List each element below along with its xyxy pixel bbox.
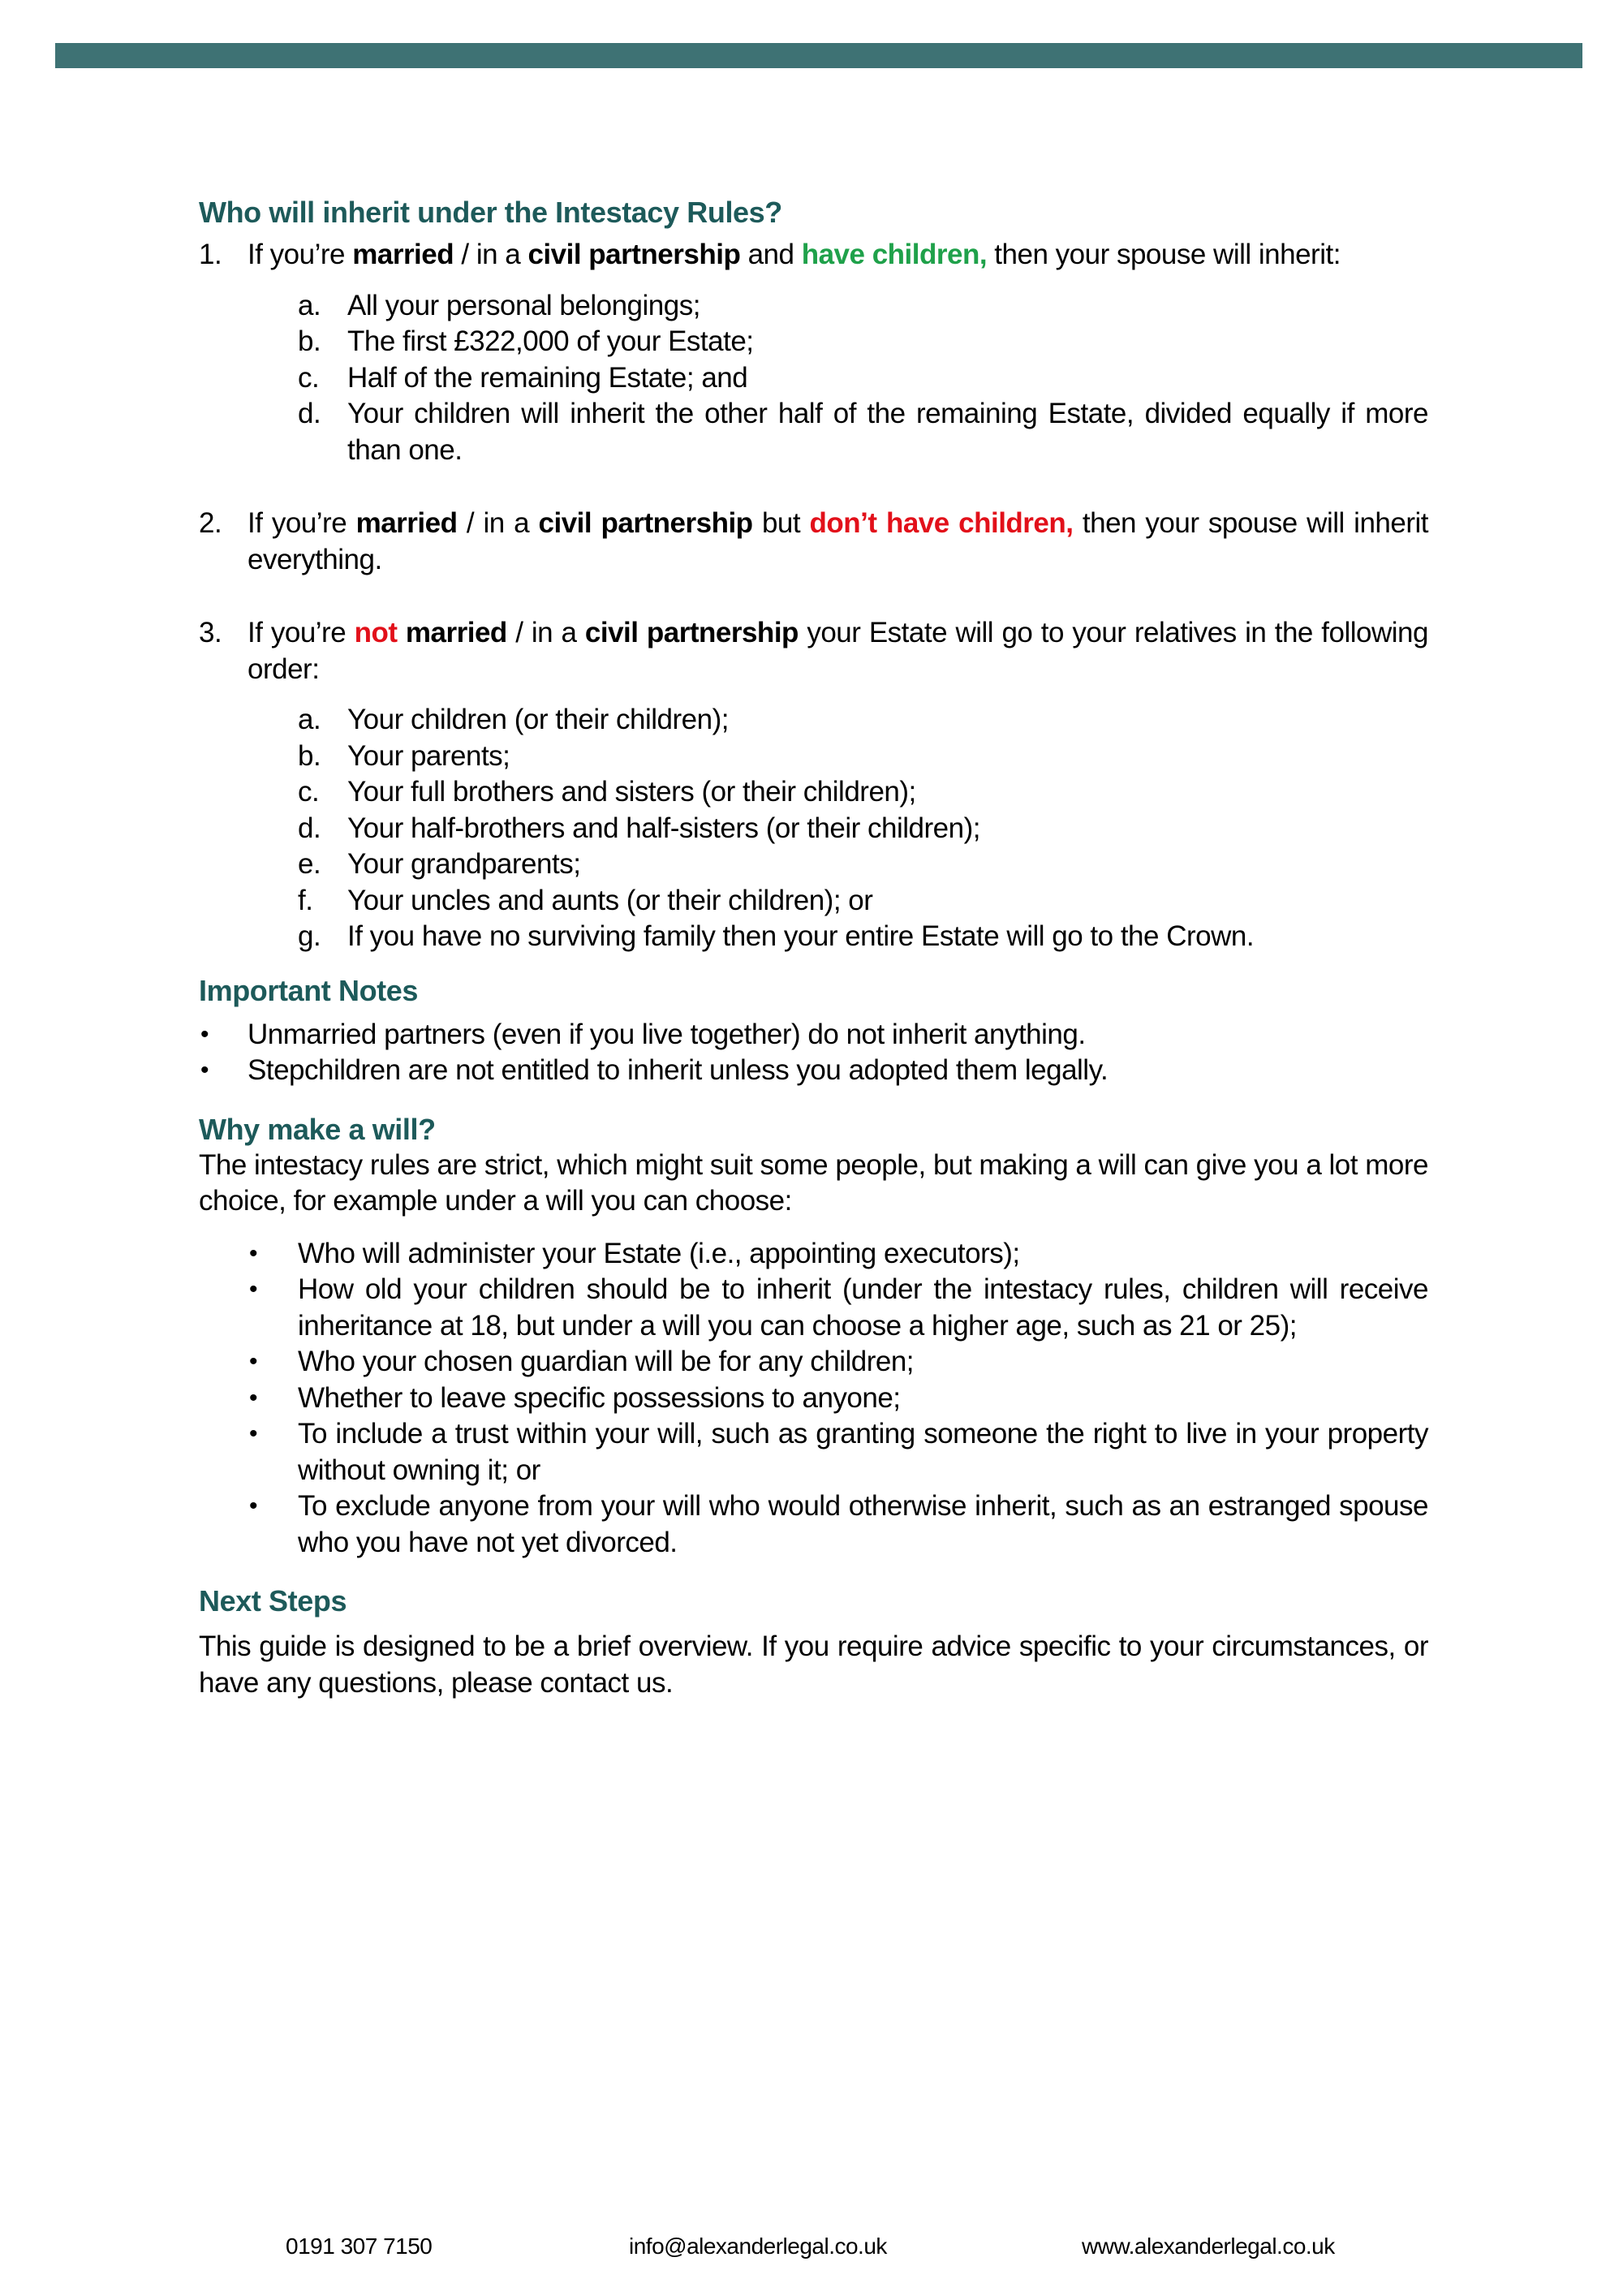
choice-item: • Whether to leave specific possessions to anyone;	[199, 1381, 1428, 1417]
emphasis-civil-partnership: civil partnership	[584, 617, 799, 648]
sub-item: a. Your children (or their children);	[298, 704, 729, 735]
bullet-icon: •	[249, 1493, 258, 1519]
document-body	[199, 195, 1428, 1701]
list-number: 1.	[199, 239, 222, 270]
list-number: 2.	[199, 507, 222, 539]
bullet-icon: •	[249, 1348, 258, 1375]
sub-item: b. Your parents;	[298, 739, 510, 772]
list-item-1: 1. If you’re married / in a civil partnership and have children, then your spouse will inherit:	[199, 237, 1428, 274]
choice-item: • To exclude anyone from your will who would otherwise inherit, such as an estranged spouse who you have not yet divorced.	[249, 1490, 1428, 1558]
bullet-icon: •	[249, 1420, 258, 1447]
footer-phone[interactable]: 0191 307 7150	[286, 2234, 433, 2259]
sub-item: e. Your grandparents;	[298, 848, 581, 880]
sub-item: d. Your half-brothers and half-sisters (or their children);	[298, 812, 980, 844]
emphasis-married: married	[352, 239, 454, 270]
sub-item: b. The first £322,000 of your Estate;	[298, 325, 754, 357]
choice-item: • To include a trust within your will, such as granting someone the right to live in your property without owning it; or	[249, 1418, 1428, 1486]
section-heading-intestacy: Who will inherit under the Intestacy Rules?	[199, 196, 782, 229]
bullet-icon: •	[249, 1276, 258, 1303]
bullet-icon: •	[200, 1057, 209, 1083]
bullet-icon: •	[200, 1020, 209, 1048]
emphasis-civil-partnership: civil partnership	[538, 507, 753, 539]
note-item: • Stepchildren are not entitled to inherit unless you adopted them legally.	[199, 1053, 1428, 1089]
sub-item: d. Your children will inherit the other half of the remaining Estate, divided equally if more than one.	[298, 398, 1428, 466]
next-steps-paragraph: This guide is designed to be a brief overview. If you require advice specific to your circumstances, or have any questions, please contact us.	[199, 1630, 1428, 1699]
header-bar	[55, 43, 1582, 68]
sub-item: f. Your uncles and aunts (or their children); or	[298, 884, 873, 916]
highlight-not: not	[354, 617, 398, 648]
sub-item: a. All your personal belongings;	[298, 289, 700, 321]
list-number: 3.	[199, 617, 222, 648]
sub-item: g. If you have no surviving family then your entire Estate will go to the Crown.	[298, 920, 1255, 952]
choice-item: • Who your chosen guardian will be for any children;	[199, 1344, 1428, 1381]
footer-website-link[interactable]: www.alexanderlegal.co.uk	[1082, 2234, 1335, 2259]
emphasis-married: married	[355, 507, 458, 539]
emphasis-married: married	[397, 617, 507, 648]
section-heading-important-notes: Important Notes	[199, 973, 419, 1007]
section-heading-why-make-a-will: Why make a will?	[199, 1112, 436, 1146]
list-item-3: 3. If you’re not married / in a civil partnership your Estate will go to your relatives in the following order:	[199, 617, 1428, 685]
sub-item: c. Half of the remaining Estate; and	[298, 361, 748, 394]
bullet-icon: •	[249, 1239, 258, 1267]
sub-item: c. Your full brothers and sisters (or their children);	[298, 776, 916, 808]
footer-email-link[interactable]: info@alexanderlegal.co.uk	[629, 2234, 887, 2259]
highlight-have-children: have children,	[801, 239, 988, 270]
list-item-2: 2. If you’re married / in a civil partnership but don’t have children, then your spouse will inherit everything.	[199, 507, 1428, 575]
bullet-icon: •	[249, 1384, 258, 1411]
emphasis-civil-partnership: civil partnership	[527, 239, 741, 270]
highlight-dont-have-children: don’t have children,	[809, 507, 1074, 539]
choice-item: • Who will administer your Estate (i.e., appointing executors);	[199, 1236, 1428, 1273]
why-intro-paragraph: The intestacy rules are strict, which might suit some people, but making a will can give you a lot more choice, for example under a will you can choose:	[199, 1148, 1428, 1217]
note-item: • Unmarried partners (even if you live together) do not inherit anything.	[199, 1017, 1428, 1053]
section-heading-next-steps: Next Steps	[199, 1584, 347, 1618]
choice-item: • How old your children should be to inherit (under the intestacy rules, children will receive inheritance at 18, but under a will you can choose a higher age, such as 21 or 25);	[249, 1273, 1428, 1342]
